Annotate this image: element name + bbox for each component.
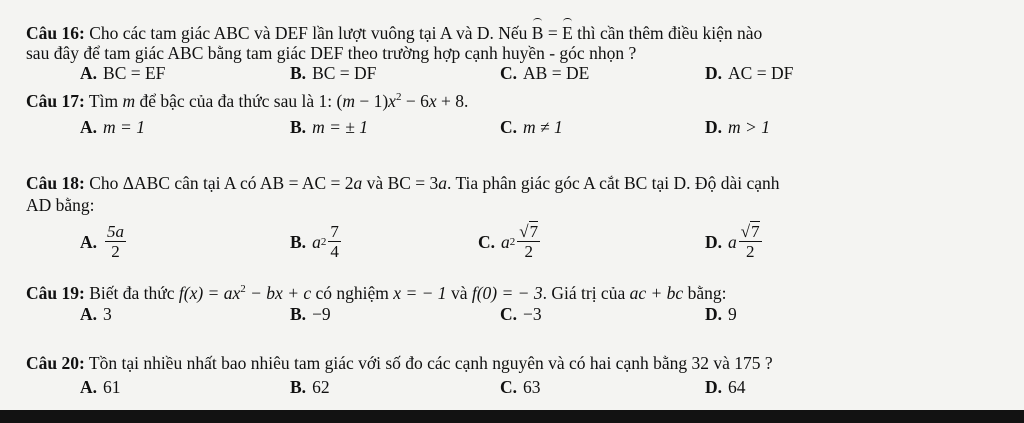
question-16-text-b: thì cần thêm điều kiện nào [577, 23, 763, 43]
variable-a: a [728, 231, 737, 252]
option-text: 62 [312, 377, 330, 397]
option-letter: D. [705, 231, 723, 252]
polynomial-fx: f(x) = ax [178, 283, 241, 303]
question-16-label: Câu 16: [26, 23, 85, 43]
option-letter: C. [500, 304, 518, 324]
angle-b-symbol: B [532, 18, 544, 44]
q16-option-d[interactable] [705, 62, 793, 84]
option-letter: A. [80, 304, 98, 324]
q17-option-b[interactable] [290, 116, 368, 138]
option-text: m = 1 [103, 117, 145, 137]
q20-option-c[interactable] [500, 376, 541, 398]
q19-option-c[interactable] [500, 303, 542, 325]
question-20-text: Tồn tại nhiều nhất bao nhiêu tam giác với số đo các cạnh nguyên và có hai cạnh bằng 32 và 175 ? [88, 353, 773, 373]
question-19-text-a: Biết đa thức [89, 283, 175, 303]
q16-option-a[interactable] [80, 62, 165, 84]
q17-option-d[interactable] [705, 116, 770, 138]
variable-x: x [428, 91, 437, 111]
option-text: BC = DF [312, 63, 377, 83]
variable-m: m [122, 91, 136, 111]
question-17-line-1 [26, 90, 1012, 112]
option-letter: B. [290, 63, 307, 83]
sqrt-icon: √ [740, 222, 751, 241]
question-17-label: Câu 17: [26, 91, 85, 111]
question-17-text-d: − 6 [405, 91, 429, 111]
question-16-line-2: sau đây để tam giác ABC bằng tam giác DEF theo trường hợp cạnh huyền - góc nhọn ? [26, 43, 637, 63]
question-18-label: Câu 18: [26, 173, 85, 193]
sqrt-icon: √ [519, 222, 529, 241]
q19-option-b[interactable] [290, 303, 331, 325]
option-text: AC = DF [728, 63, 794, 83]
option-letter: B. [290, 377, 307, 397]
option-letter: C. [500, 117, 518, 137]
option-letter: B. [290, 231, 307, 252]
option-letter: C. [478, 231, 496, 252]
q20-option-b[interactable] [290, 376, 330, 398]
option-text: 63 [523, 377, 541, 397]
option-text: m > 1 [728, 117, 770, 137]
option-text: 3 [103, 304, 112, 324]
option-text: −3 [523, 304, 542, 324]
option-text: 61 [103, 377, 121, 397]
fraction-denominator: 2 [524, 242, 533, 261]
question-18-line-2: AD bằng: [26, 195, 95, 215]
question-18-text-a: Cho ΔABC cân tại A có AB = AC = 2 [89, 173, 354, 193]
option-text: 9 [728, 304, 737, 324]
fraction [739, 222, 762, 261]
question-17-text-b: để bậc của đa thức sau là 1: ( [139, 91, 343, 111]
option-text: AB = DE [523, 63, 590, 83]
bottom-edge [0, 410, 1024, 423]
option-text: BC = EF [103, 63, 166, 83]
q17-option-a[interactable] [80, 116, 145, 138]
question-18-line-1 [26, 172, 1012, 194]
option-letter: B. [290, 117, 307, 137]
option-letter: A. [80, 377, 98, 397]
variable-a: a [312, 231, 321, 252]
question-19-text-f: bằng: [687, 283, 727, 303]
q17-option-c[interactable] [500, 116, 563, 138]
fraction-denominator: 4 [330, 242, 339, 261]
question-19-label: Câu 19: [26, 283, 85, 303]
question-20-line-1 [26, 352, 1012, 374]
q20-option-a[interactable] [80, 376, 121, 398]
question-18-options [0, 220, 1024, 270]
q18-option-a[interactable] [80, 222, 126, 261]
option-letter: D. [705, 117, 723, 137]
root-value: x = − 1 [393, 283, 447, 303]
question-16-line-1 [26, 18, 1012, 44]
question-16-text-a: Cho các tam giác ABC và DEF lần lượt vuông tại A và D. Nếu [89, 23, 528, 43]
fraction-numerator: 7 [330, 222, 339, 241]
option-letter: D. [705, 63, 723, 83]
question-19-line-1 [26, 282, 1012, 304]
q16-option-b[interactable] [290, 62, 376, 84]
variable-a: a [353, 173, 363, 193]
question-20-label: Câu 20: [26, 353, 85, 373]
question-17-text-e: + 8. [440, 91, 469, 111]
option-letter: C. [500, 377, 518, 397]
option-letter: D. [705, 304, 723, 324]
q20-option-d[interactable] [705, 376, 746, 398]
question-16-options [0, 62, 1024, 92]
question-17-options [0, 116, 1024, 146]
question-19-options [0, 303, 1024, 333]
option-letter: A. [80, 231, 98, 252]
question-19-text-c: có nghiệm [315, 283, 389, 303]
angle-e-symbol: E [562, 18, 573, 44]
question-20-options [0, 376, 1024, 406]
question-19-text-e: . Giá trị của [542, 283, 626, 303]
variable-a: a [438, 173, 448, 193]
fraction-numerator: 5a [107, 222, 125, 241]
fraction-denominator: 2 [745, 242, 755, 261]
radicand: 7 [751, 222, 760, 241]
question-19-text-d: và [450, 283, 468, 303]
exponent: 2 [395, 91, 402, 104]
equals-sign: = [547, 23, 558, 43]
question-17-text-a: Tìm [88, 91, 119, 111]
exponent: 2 [240, 283, 246, 296]
option-text: 64 [728, 377, 746, 397]
q19-option-a[interactable] [80, 303, 112, 325]
q16-option-c[interactable] [500, 62, 589, 84]
fraction-denominator: 2 [111, 242, 120, 261]
q18-option-c[interactable]: C. a 2 $\frac{√7}{2}$ [478, 222, 539, 261]
variable-m: m [342, 91, 355, 111]
option-letter: A. [80, 63, 98, 83]
variable-a: a [501, 231, 510, 252]
fraction [105, 222, 126, 261]
fraction-numerator [517, 222, 540, 242]
f-zero-value: f(0) = − 3 [471, 283, 543, 303]
option-letter: A. [80, 117, 98, 137]
question-18-text-b: và BC = 3 [366, 173, 439, 193]
option-text: m = ± 1 [312, 117, 368, 137]
question-17-text-c: − 1) [359, 91, 389, 111]
question-18-text-c: . Tia phân giác góc A cắt BC tại D. Độ dài cạnh [447, 173, 780, 193]
fraction-numerator [739, 222, 762, 242]
target-expression: ac + bc [629, 283, 684, 303]
polynomial-rest: − bx + c [250, 283, 312, 303]
fraction [328, 222, 341, 261]
option-letter: B. [290, 304, 307, 324]
q19-option-d[interactable] [705, 303, 737, 325]
option-letter: C. [500, 63, 518, 83]
option-text: −9 [312, 304, 331, 324]
option-text: m ≠ 1 [523, 117, 563, 137]
q18-option-d[interactable] [705, 222, 762, 261]
option-letter: D. [705, 377, 723, 397]
radicand: 7 [529, 222, 539, 241]
fraction [517, 222, 540, 261]
variable-x: x [388, 91, 396, 111]
q18-option-b[interactable]: B. a 2 $\frac{7}{4}$ [290, 222, 339, 261]
